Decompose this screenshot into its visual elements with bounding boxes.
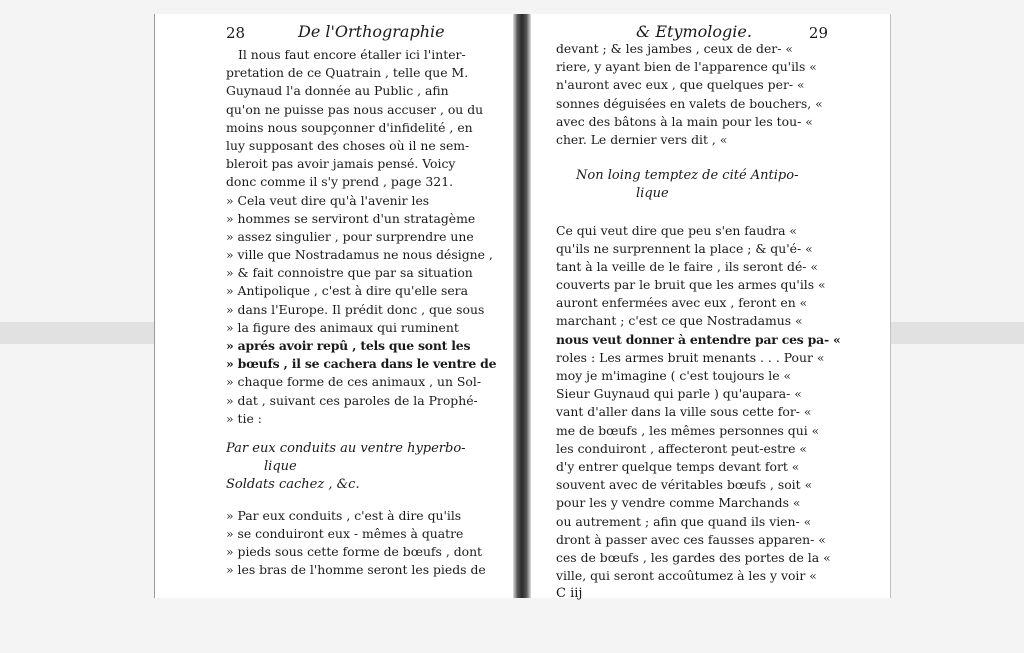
text-line: pretation de ce Quatrain , telle que M. (226, 65, 469, 81)
text-line: » tie : (226, 410, 262, 426)
text-line: luy supposant des choses où il ne sem- (226, 137, 470, 153)
text-line: » chaque forme de ces animaux , un Sol- (226, 374, 482, 390)
right-text-block-b (556, 222, 841, 604)
book-gutter (513, 14, 531, 598)
text-line: avec des bâtons à la main pour les tou- « (556, 113, 813, 129)
text-line: qu'ils ne surprennent la place ; & qu'é- « (556, 240, 813, 256)
text-line: » la figure des animaux qui ruminent (226, 319, 459, 335)
text-line: ville, qui seront accoûtumez à les y voir « (556, 568, 817, 584)
text-line: » les bras de l'homme seront les pieds de (226, 562, 486, 578)
text-line: nous veut donner à entendre par ces pa- « (556, 331, 841, 347)
text-line: marchant ; c'est ce que Nostradamus « (556, 313, 803, 329)
text-line: Ce qui veut dire que peu s'en faudra « (556, 222, 797, 238)
text-line: » Cela veut dire qu'à l'avenir les (226, 192, 430, 208)
text-line: » Antipolique , c'est à dire qu'elle sera (226, 283, 468, 299)
text-line: pour les y vendre comme Marchands « (556, 495, 801, 511)
text-line: bleroit pas avoir jamais pensé. Voicy (226, 156, 456, 172)
text-line: » assez singulier , pour surprendre une (226, 228, 474, 244)
left-page (226, 22, 496, 579)
right-running-head (556, 22, 828, 46)
left-text-block-a (226, 46, 496, 428)
text-line: auront enfermées avec eux , feront en « (556, 295, 808, 311)
left-verse-block (226, 440, 496, 495)
text-line: couverts par le bruit que les armes qu'ils « (556, 277, 826, 293)
left-text-block-b (226, 507, 496, 580)
text-line: ou autrement ; afin que quand ils vien- « (556, 513, 812, 529)
text-line: souvent avec de véritables bœufs , soit « (556, 477, 813, 493)
text-line: donc comme il s'y prend , page 321. (226, 174, 454, 190)
text-line: ces de bœufs , les gardes des portes de la « (556, 549, 831, 565)
text-line: » & fait connoistre que par sa situation (226, 265, 473, 281)
text-line: moins nous soupçonner d'infidelité , en (226, 119, 473, 135)
text-line: devant ; & les jambes , ceux de der- « (556, 41, 793, 56)
right-page-number: 29 (808, 24, 828, 42)
right-running-title: & Etymologie. (636, 22, 752, 41)
right-verse-block (556, 167, 828, 203)
text-line: vant d'aller dans la ville sous cette for- « (556, 404, 812, 420)
verse-line: lique (636, 186, 669, 202)
text-line: » ville que Nostradamus ne nous désigne , (226, 247, 493, 263)
text-line: » pieds sous cette forme de bœufs , dont (226, 543, 483, 559)
text-line: » dat , suivant ces paroles de la Prophé- (226, 392, 478, 408)
text-line: roles : Les armes bruit menants . . . Pour « (556, 349, 825, 365)
text-line: » bœufs , il se cachera dans le ventre de (226, 356, 497, 372)
text-line: Sieur Guynaud qui parle ) qu'aupara- « (556, 386, 802, 402)
text-line: n'auront avec eux , que quelques per- « (556, 77, 805, 93)
text-line: Il nous faut encore étaller ici l'inter- (238, 47, 466, 62)
text-line: Guynaud l'a donnée au Public , afin (226, 83, 449, 99)
verse-line: lique (264, 459, 297, 475)
text-line: » dans l'Europe. Il prédit donc , que sous (226, 301, 485, 317)
text-line: dront à passer avec ces fausses apparen- « (556, 531, 826, 547)
verse-line: Non loing temptez de cité Antipo- (576, 168, 799, 184)
right-text-block-a (556, 40, 828, 149)
text-line: riere, y ayant bien de l'apparence qu'ils « (556, 59, 817, 75)
text-line: les conduiront , affecteront peut-estre « (556, 440, 807, 456)
left-running-head (226, 22, 496, 46)
text-line: qu'on ne puisse pas nous accuser , ou du (226, 101, 484, 117)
text-line: » hommes se serviront d'un stratagème (226, 210, 476, 226)
text-line: d'y entrer quelque temps devant fort « (556, 458, 800, 474)
text-line: » aprés avoir repû , tels que sont les (226, 338, 471, 353)
left-page-number: 28 (226, 24, 246, 42)
text-line: moy je m'imagine ( c'est toujours le « (556, 368, 792, 383)
right-page (556, 22, 841, 603)
verse-line: Par eux conduits au ventre hyperbo- (226, 440, 466, 456)
text-line: » se conduiront eux - mêmes à quatre (226, 525, 464, 541)
text-line: cher. Le dernier vers dit , « (556, 131, 728, 147)
text-line: tant à la veille de le faire , ils seront dé- « (556, 258, 818, 274)
signature-mark: C iij (556, 586, 583, 602)
text-line: » Par eux conduits , c'est à dire qu'ils (226, 507, 462, 523)
text-line: me de bœufs , les mêmes personnes qui « (556, 422, 820, 438)
verse-line: Soldats cachez , &c. (226, 477, 360, 493)
left-running-title: De l'Orthographie (298, 22, 445, 41)
text-line: sonnes déguisées en valets de bouchers, « (556, 95, 823, 111)
